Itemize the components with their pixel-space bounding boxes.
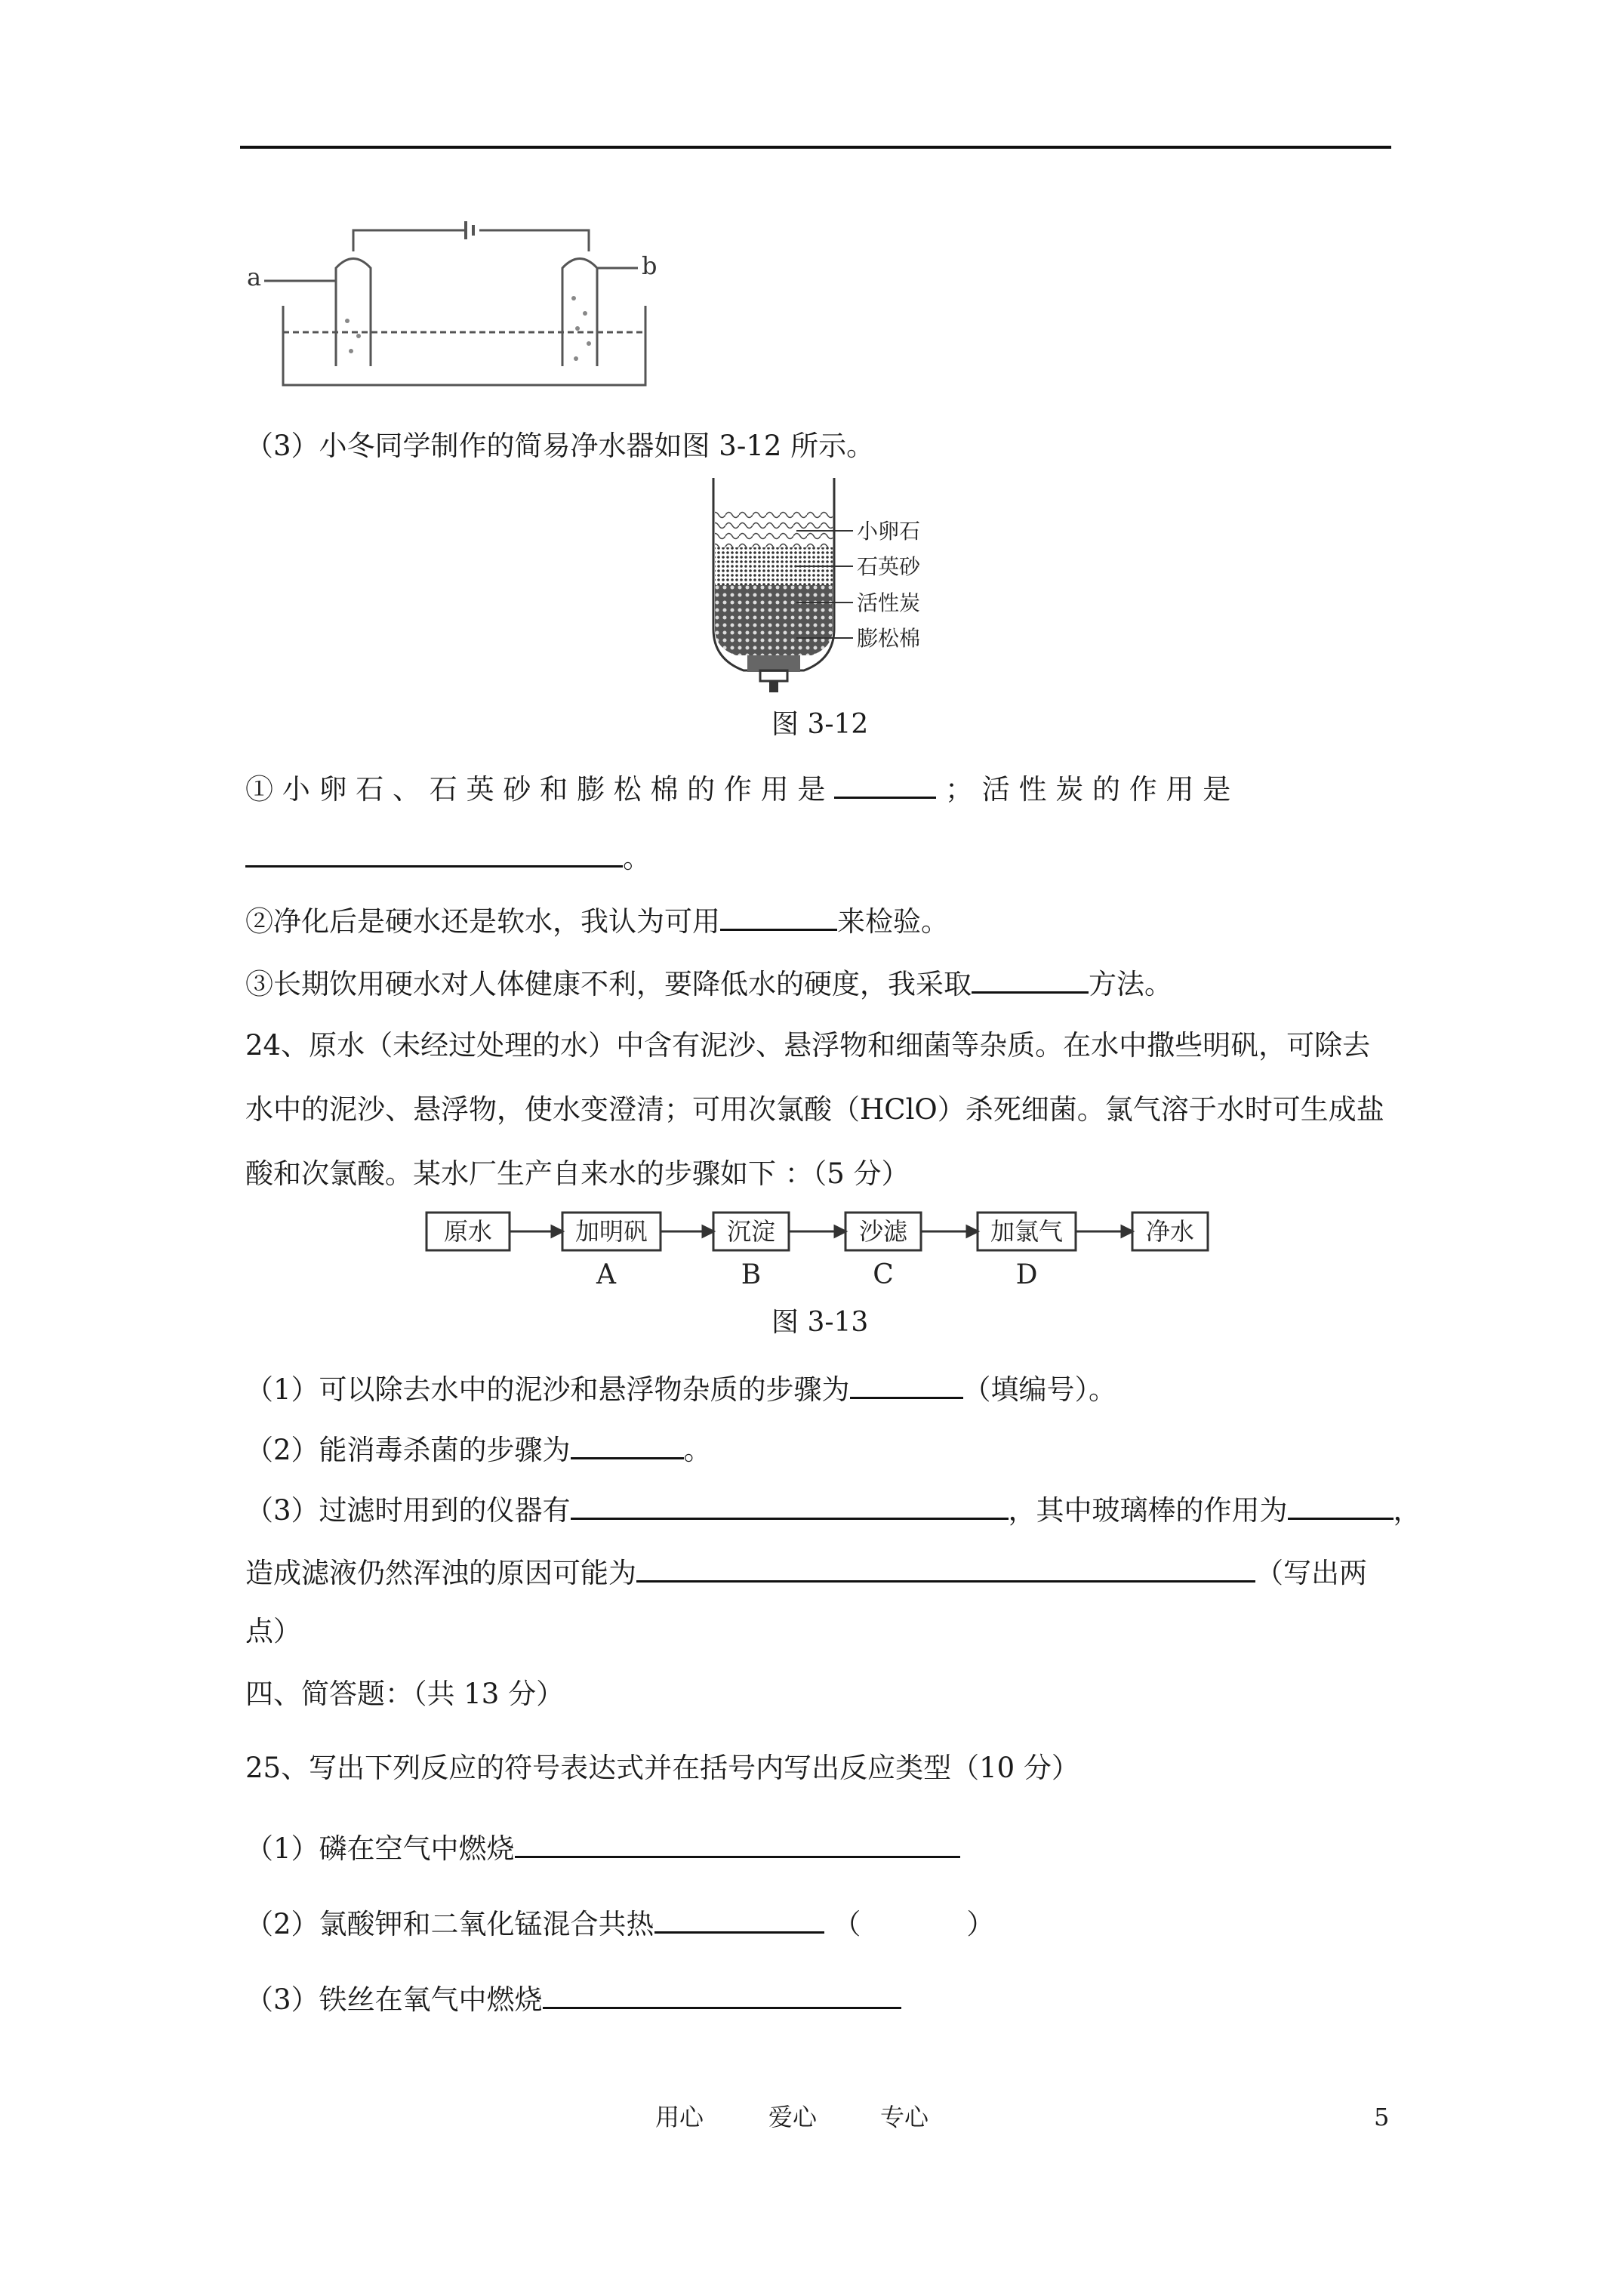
filter-label-pebbles: 小卵石: [857, 519, 921, 544]
answer-blank[interactable]: [654, 1903, 824, 1934]
answer-blank[interactable]: [245, 837, 623, 868]
flow-box-raw-water: 原水: [443, 1217, 493, 1246]
answer-blank[interactable]: [515, 1827, 960, 1858]
q23-3-item2: ②净化后是硬水还是软水，我认为可用 来检验。: [245, 900, 949, 940]
label-b: b: [642, 251, 658, 280]
flow-box-clean-water: 净水: [1145, 1217, 1195, 1246]
answer-blank[interactable]: [571, 1489, 1009, 1520]
q24-sub3-cont: 造成滤液仍然浑浊的原因可能为 （写出两: [245, 1552, 1367, 1592]
page-number: 5: [1374, 2103, 1390, 2131]
answer-blank[interactable]: [1288, 1489, 1394, 1520]
answer-blank[interactable]: [571, 1428, 684, 1459]
footer-motto-1: 用心: [655, 2103, 704, 2131]
q24-line3: 酸和次氯酸。某水厂生产自来水的步骤如下 ：（5 分）: [245, 1157, 910, 1190]
flow-box-add-alum: 加明矾: [574, 1217, 648, 1246]
q23-3-text: （3）小冬同学制作的简易净水器如图 3-12 所示。: [245, 430, 875, 462]
q24-line2: 水中的泥沙、悬浮物，使水变澄清；可用次氯酸（HClO）杀死细菌。氯气溶于水时可生成盐: [245, 1093, 1384, 1126]
q24-sub1: （1）可以除去水中的泥沙和悬浮物杂质的步骤为 （填编号）。: [245, 1368, 1116, 1408]
q23-3-item1-cont: 。: [245, 837, 651, 877]
footer-motto-2: 爱心: [768, 2103, 818, 2131]
figure-caption-3-12: 图 3-12: [771, 709, 869, 740]
flow-box-sedimentation: 沉淀: [726, 1217, 776, 1246]
answer-blank[interactable]: [543, 1978, 901, 2009]
q23-3-item3: ③长期饮用硬水对人体健康不利，要降低水的硬度，我采取 方法。: [245, 963, 1172, 1003]
q24-sub2: （2）能消毒杀菌的步骤为 。: [245, 1428, 712, 1469]
answer-blank[interactable]: [972, 963, 1089, 994]
q24-line1: 24、原水（未经过处理的水）中含有泥沙、悬浮物和细菌等杂质。在水中撒些明矾，可除去: [245, 1029, 1371, 1062]
footer-motto-3: 专心: [880, 2103, 929, 2131]
q24-sub3-end: 点）: [245, 1615, 301, 1647]
q25-sub1: （1）磷在空气中燃烧: [245, 1827, 960, 1867]
flow-box-sand-filter: 沙滤: [858, 1217, 908, 1246]
q25-sub2: （2）氯酸钾和二氧化锰混合共热 （ ）: [245, 1903, 994, 1943]
answer-blank[interactable]: [720, 900, 837, 931]
water-filter-figure: [698, 478, 947, 693]
q25-text: 25、写出下列反应的符号表达式并在括号内写出反应类型（10 分）: [245, 1752, 1079, 1784]
filter-label-cotton: 膨松棉: [857, 626, 921, 651]
q25-sub3: （3）铁丝在氧气中燃烧: [245, 1978, 901, 2018]
section4-title: 四、简答题：（共 13 分）: [245, 1678, 565, 1710]
answer-blank[interactable]: [834, 768, 936, 799]
label-a: a: [247, 263, 262, 291]
flow-letter-b: B: [741, 1259, 762, 1290]
answer-blank[interactable]: [636, 1552, 1255, 1583]
answer-blank[interactable]: [850, 1368, 963, 1399]
figure-caption-3-13: 图 3-13: [771, 1307, 869, 1338]
q23-3-item1: ① 小 卵 石 、 石 英 砂 和 膨 松 棉 的 作 用 是 ； 活 性 炭 的 作 用 是: [245, 768, 1230, 808]
flow-letter-d: D: [1015, 1259, 1038, 1290]
filter-label-quartz-sand: 石英砂: [857, 554, 921, 579]
flow-box-add-chlorine: 加氯气: [990, 1217, 1064, 1246]
water-treatment-flow-diagram: [423, 1208, 1215, 1291]
electrolysis-figure: [245, 215, 668, 393]
header-rule: [240, 146, 1391, 149]
flow-letter-a: A: [596, 1259, 616, 1290]
q24-sub3: （3）过滤时用到的仪器有 ，其中玻璃棒的作用为 ，: [245, 1489, 1421, 1529]
flow-letter-c: C: [873, 1259, 894, 1290]
filter-label-activated-carbon: 活性炭: [857, 590, 921, 615]
